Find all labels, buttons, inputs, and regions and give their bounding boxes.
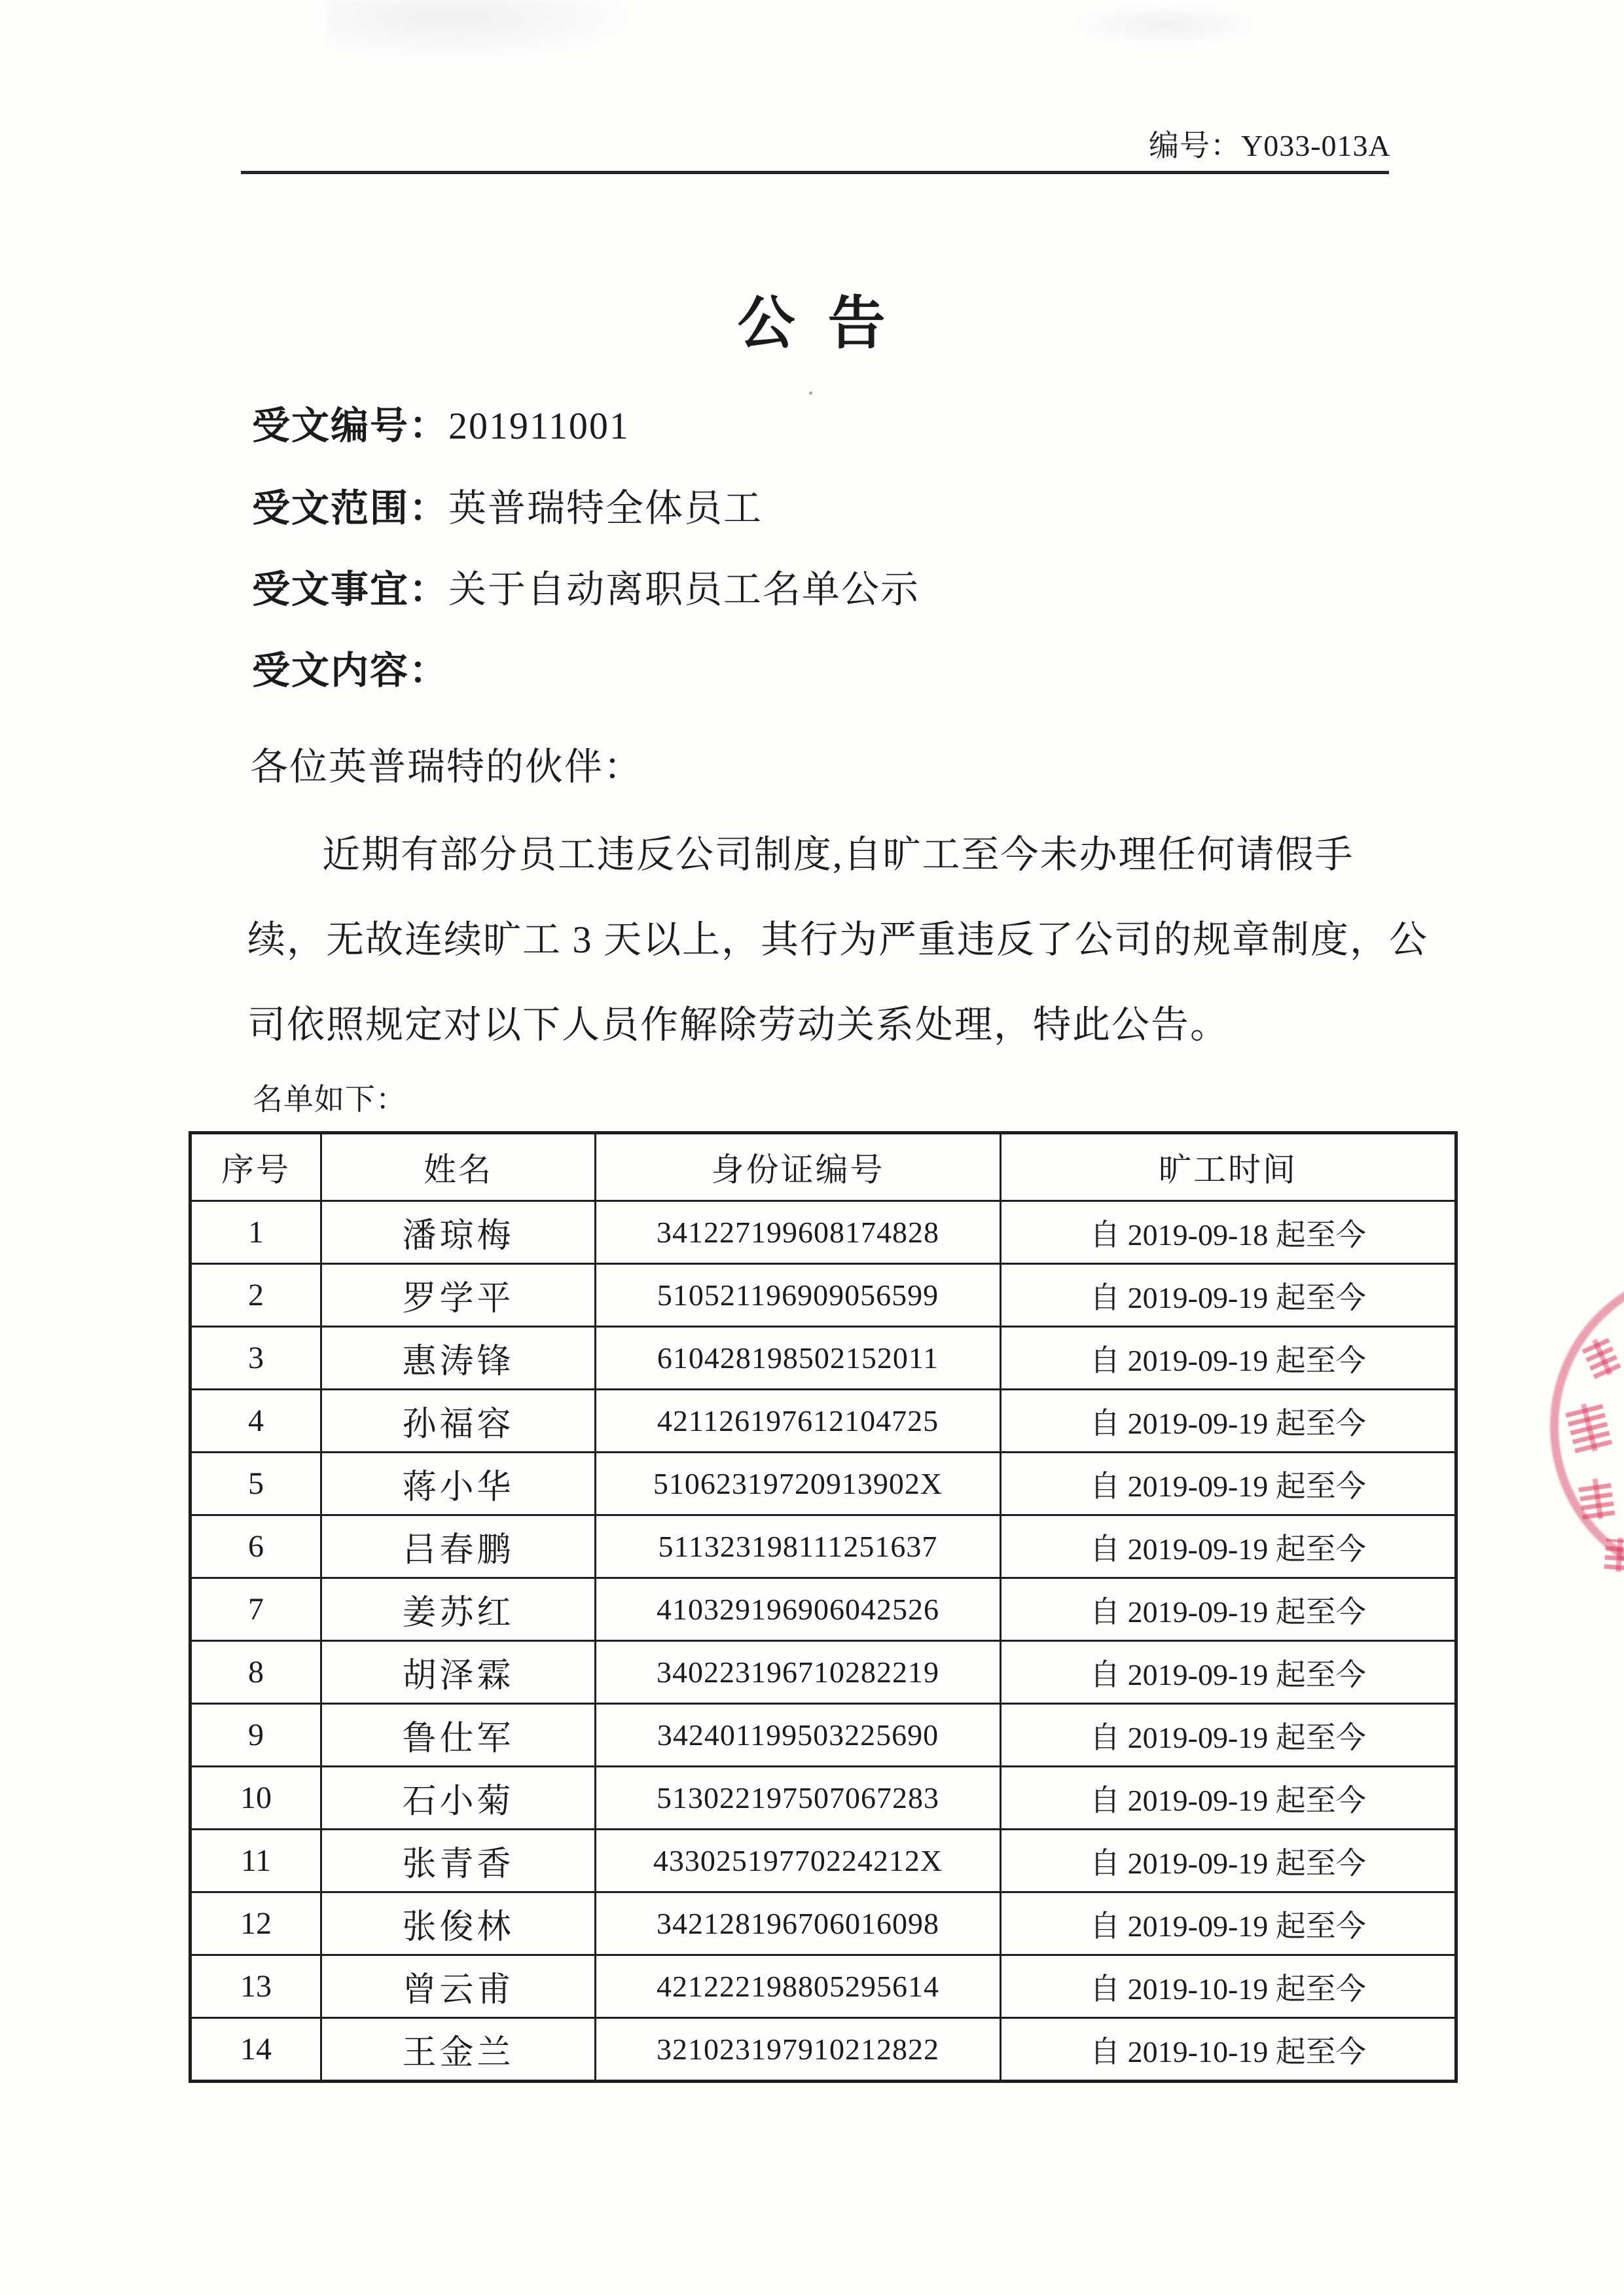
name-cell: 吕春鹏	[321, 1515, 596, 1578]
page-title: 公 告	[737, 293, 887, 356]
name-cell: 姜苏红	[321, 1578, 596, 1641]
scan-artifact	[1074, 5, 1257, 45]
absence-time-cell: 自 2019-09-19 起至今	[1001, 1264, 1456, 1327]
name-cell: 蒋小华	[321, 1453, 596, 1515]
table-row	[190, 1264, 1456, 1327]
field-label: 受文范围：	[252, 487, 449, 530]
serial-cell: 6	[190, 1515, 321, 1578]
serial-cell: 10	[190, 1767, 321, 1830]
field-content	[252, 649, 449, 692]
table-row	[190, 1892, 1456, 1955]
name-cell: 胡泽霖	[321, 1641, 596, 1704]
header-name: 姓名	[321, 1133, 596, 1201]
name-cell: 曾云甫	[321, 1955, 596, 2018]
dismissed-employees-table	[189, 1131, 1458, 2083]
table-row	[190, 1830, 1456, 1892]
field-value: 关于自动离职员工名单公示	[448, 568, 920, 611]
seal-glyph-mark	[1578, 1479, 1615, 1519]
table-row	[190, 1515, 1456, 1578]
id-number-cell: 421222198805295614	[596, 1955, 1001, 2018]
serial-cell: 11	[190, 1830, 321, 1892]
name-cell: 惠涛锋	[321, 1327, 596, 1390]
id-number-cell: 610428198502152011	[596, 1327, 1001, 1390]
table-row	[190, 1201, 1456, 1264]
serial-cell: 3	[190, 1327, 321, 1390]
id-number-cell: 342128196706016098	[596, 1892, 1001, 1955]
field-label: 受文事宜：	[252, 568, 449, 611]
table-row	[190, 1641, 1456, 1704]
absence-time-cell: 自 2019-09-19 起至今	[1001, 1327, 1456, 1390]
name-cell: 孙福容	[321, 1390, 596, 1453]
absence-time-cell: 自 2019-09-19 起至今	[1001, 1578, 1456, 1641]
salutation: 各位英普瑞特的伙伴：	[250, 746, 643, 788]
name-cell: 张俊林	[321, 1892, 596, 1955]
serial-cell: 13	[190, 1955, 321, 2018]
table-body	[190, 1201, 1456, 2082]
field-subject	[252, 568, 920, 611]
absence-time-cell: 自 2019-09-19 起至今	[1001, 1453, 1456, 1515]
paragraph-line: 续，无故连续旷工 3 天以上，其行为严重违反了公司的规章制度，公	[247, 918, 1429, 961]
table-row	[190, 1578, 1456, 1641]
id-number-cell: 43302519770224212X	[596, 1830, 1001, 1892]
absence-time-cell: 自 2019-10-19 起至今	[1001, 1955, 1456, 2018]
absence-time-cell: 自 2019-09-19 起至今	[1001, 1892, 1456, 1955]
serial-cell: 5	[190, 1453, 321, 1515]
absence-time-cell: 自 2019-09-19 起至今	[1001, 1515, 1456, 1578]
absence-time-cell: 自 2019-09-19 起至今	[1001, 1390, 1456, 1453]
id-number-cell: 340223196710282219	[596, 1641, 1001, 1704]
id-number-cell: 510521196909056599	[596, 1264, 1001, 1327]
table-row	[190, 1767, 1456, 1830]
field-label: 受文编号：	[252, 405, 449, 447]
table-row	[190, 1327, 1456, 1390]
table-row	[190, 1390, 1456, 1453]
name-cell: 鲁仕军	[321, 1704, 596, 1767]
table-row	[190, 2018, 1456, 2082]
serial-cell: 2	[190, 1264, 321, 1327]
name-cell: 张青香	[321, 1830, 596, 1892]
seal-glyph-mark	[1604, 1539, 1624, 1571]
absence-time-cell: 自 2019-09-19 起至今	[1001, 1767, 1456, 1830]
id-number-cell: 321023197910212822	[596, 2018, 1001, 2082]
field-value: 英普瑞特全体员工	[448, 487, 763, 530]
table-row	[190, 1955, 1456, 2018]
header-absence-time: 旷工时间	[1001, 1133, 1456, 1201]
id-number-cell: 421126197612104725	[596, 1390, 1001, 1453]
header-serial: 序号	[190, 1133, 321, 1201]
name-cell: 潘琼梅	[321, 1201, 596, 1264]
name-cell: 王金兰	[321, 2018, 596, 2082]
serial-cell: 4	[190, 1390, 321, 1453]
list-intro: 名单如下：	[253, 1083, 406, 1116]
field-value: 201911001	[448, 405, 630, 447]
serial-cell: 7	[190, 1578, 321, 1641]
id-number-cell: 410329196906042526	[596, 1578, 1001, 1641]
table-header	[190, 1133, 1456, 1201]
name-cell: 石小菊	[321, 1767, 596, 1830]
id-number-cell: 341227199608174828	[596, 1201, 1001, 1264]
absence-time-cell: 自 2019-09-19 起至今	[1001, 1704, 1456, 1767]
field-scope	[252, 487, 763, 530]
absence-time-cell: 自 2019-10-19 起至今	[1001, 2018, 1456, 2082]
doc-number: 编号：Y033-013A	[1149, 129, 1391, 162]
paragraph-line: 近期有部分员工违反公司制度,自旷工至今未办理任何请假手	[322, 833, 1354, 876]
serial-cell: 1	[190, 1201, 321, 1264]
table-row	[190, 1453, 1456, 1515]
table-row	[190, 1704, 1456, 1767]
id-number-cell: 342401199503225690	[596, 1704, 1001, 1767]
id-number-cell: 511323198111251637	[596, 1515, 1001, 1578]
scan-artifact	[327, 0, 635, 59]
serial-cell: 8	[190, 1641, 321, 1704]
serial-cell: 14	[190, 2018, 321, 2082]
header-rule	[241, 171, 1389, 174]
absence-time-cell: 自 2019-09-18 起至今	[1001, 1201, 1456, 1264]
table-header-row	[190, 1133, 1456, 1201]
field-doc-id	[252, 407, 630, 445]
absence-time-cell: 自 2019-09-19 起至今	[1001, 1830, 1456, 1892]
absence-time-cell: 自 2019-09-19 起至今	[1001, 1641, 1456, 1704]
serial-cell: 9	[190, 1704, 321, 1767]
name-cell: 罗学平	[321, 1264, 596, 1327]
header-id-number: 身份证编号	[596, 1133, 1001, 1201]
scan-artifact	[809, 391, 812, 395]
id-number-cell: 513022197507067283	[596, 1767, 1001, 1830]
field-label: 受文内容：	[252, 649, 449, 692]
serial-cell: 12	[190, 1892, 321, 1955]
paragraph-line: 司依照规定对以下人员作解除劳动关系处理，特此公告。	[247, 1003, 1230, 1046]
id-number-cell: 51062319720913902X	[596, 1453, 1001, 1515]
